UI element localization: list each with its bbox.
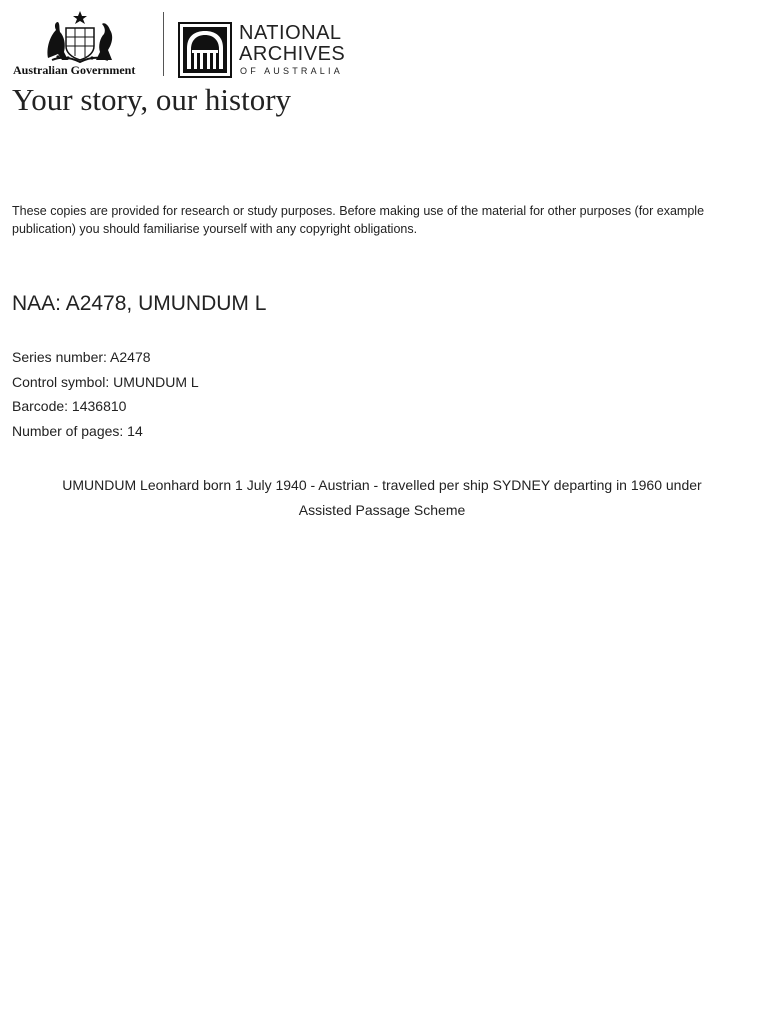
series-number: Series number: A2478 xyxy=(12,349,151,365)
record-metadata xyxy=(12,345,199,443)
coat-of-arms-icon xyxy=(38,10,122,64)
archives-name-line2: ARCHIVES xyxy=(239,43,346,65)
description-line-1: UMUNDUM Leonhard born 1 July 1940 - Austrian - travelled per ship SYDNEY departing in 1960 under xyxy=(62,477,702,493)
logo-divider xyxy=(163,12,164,76)
barcode: Barcode: 1436810 xyxy=(12,398,127,414)
government-label: Australian Government xyxy=(13,63,136,77)
archives-building-icon xyxy=(178,22,232,78)
archives-name-line3: OF AUSTRALIA xyxy=(240,66,343,76)
tagline: Your story, our history xyxy=(12,82,292,117)
control-symbol: Control symbol: UMUNDUM L xyxy=(12,373,199,390)
record-title: NAA: A2478, UMUNDUM L xyxy=(12,292,267,315)
document-header xyxy=(0,0,770,130)
archives-name-line1: NATIONAL xyxy=(239,22,342,44)
record-description xyxy=(12,473,752,522)
number-of-pages: Number of pages: 14 xyxy=(12,422,143,439)
description-line-2: Assisted Passage Scheme xyxy=(298,501,466,518)
copyright-disclaimer: These copies are provided for research or study purposes. Before making use of the material for other purposes (for example publication) you should familiarise yourself with any copyright obligations. xyxy=(12,204,705,236)
